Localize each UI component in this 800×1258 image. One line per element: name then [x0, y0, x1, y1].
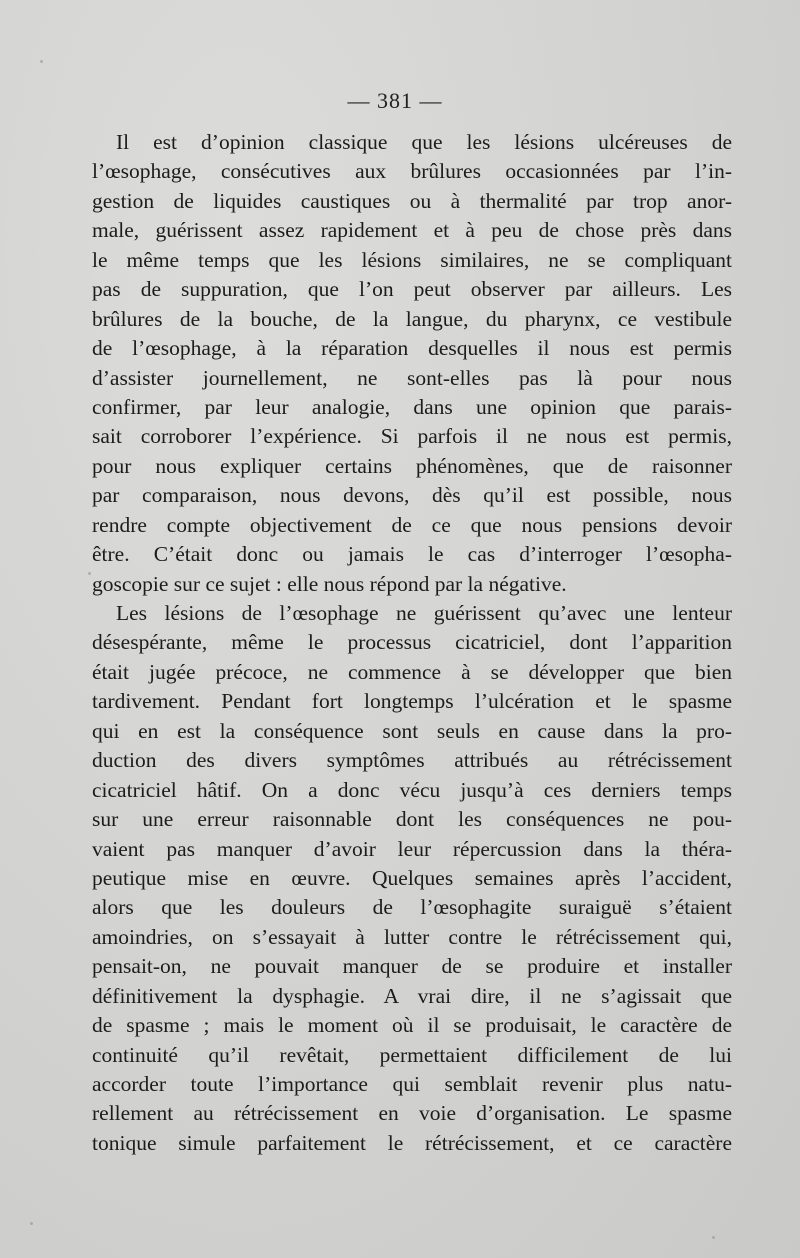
paper-speck	[88, 572, 91, 575]
text-line: d’assister journellement, ne sont-elles pas là pour nous	[92, 365, 732, 390]
text-line: amoindries, on s’essayait à lutter contre le rétrécissement qui,	[92, 924, 732, 949]
page-number: — 381 —	[347, 88, 443, 113]
text-line: gestion de liquides caustiques ou à thermalité par trop anor-	[92, 188, 732, 213]
text-line: accorder toute l’importance qui semblait revenir plus natu-	[92, 1072, 732, 1096]
text-line: alors que les douleurs de l’œsophagite suraiguë s’étaient	[92, 895, 732, 920]
text-line: rellement au rétrécissement en voie d’organisation. Le spasme	[92, 1101, 732, 1126]
text-line: duction des divers symptômes attribués au rétrécissement	[92, 748, 732, 773]
text-line: par comparaison, nous devons, dès qu’il est possible, nous	[92, 483, 732, 508]
text-line: Les lésions de l’œsophage ne guérissent qu’avec une lenteur	[116, 601, 732, 625]
paper-speck	[30, 1222, 33, 1225]
text-line: rendre compte objectivement de ce que nous pensions devoir	[92, 512, 732, 537]
paper-speck	[40, 60, 43, 63]
text-line: confirmer, par leur analogie, dans une opinion que parais-	[92, 394, 732, 419]
text-line: qui en est la conséquence sont seuls en cause dans la pro-	[92, 718, 732, 743]
text-line: de spasme ; mais le moment où il se produisait, le caractère de	[92, 1013, 732, 1038]
text-line: Il est d’opinion classique que les lésions ulcéreuses de	[116, 130, 732, 154]
text-line: pensait-on, ne pouvait manquer de se produire et installer	[92, 954, 732, 979]
text-line: tardivement. Pendant fort longtemps l’ulcération et le spasme	[92, 689, 732, 714]
text-line: désespérante, même le processus cicatriciel, dont l’apparition	[92, 630, 732, 655]
text-line: sur une erreur raisonnable dont les conséquences ne pou-	[92, 807, 732, 832]
text-line: peutique mise en œuvre. Quelques semaines après l’accident,	[92, 865, 732, 890]
text-line: vaient pas manquer d’avoir leur répercussion dans la théra-	[92, 836, 732, 861]
text-line: sait corroborer l’expérience. Si parfois il ne nous est permis,	[92, 424, 732, 449]
text-line: être. C’était donc ou jamais le cas d’interroger l’œsopha-	[92, 542, 732, 567]
text-line: cicatriciel hâtif. On a donc vécu jusqu’à ces derniers temps	[92, 777, 732, 802]
text-line: le même temps que les lésions similaires, ne se compliquant	[92, 247, 732, 272]
text-line: continuité qu’il revêtait, permettaient difficilement de lui	[92, 1042, 732, 1067]
text-line: était jugée précoce, ne commence à se développer que bien	[92, 659, 732, 684]
paragraph-1	[92, 128, 732, 599]
text-line: définitivement la dysphagie. A vrai dire, il ne s’agissait que	[92, 983, 732, 1008]
text-line: de l’œsophage, à la réparation desquelles il nous est permis	[92, 336, 732, 361]
text-line: male, guérissent assez rapidement et à peu de chose près dans	[92, 218, 732, 243]
text-line: tonique simule parfaitement le rétrécissement, et ce caractère	[92, 1130, 732, 1155]
body-text	[92, 128, 732, 1158]
paragraph-2	[92, 599, 732, 1158]
text-line: pas de suppuration, que l’on peut observer par ailleurs. Les	[92, 277, 732, 302]
text-line: l’œsophage, consécutives aux brûlures occasionnées par l’in-	[92, 159, 732, 184]
text-line: brûlures de la bouche, de la langue, du pharynx, ce vestibule	[92, 306, 732, 331]
paper-speck	[712, 1236, 715, 1239]
text-line: pour nous expliquer certains phénomènes, que de raisonner	[92, 453, 732, 478]
text-line: goscopie sur ce sujet : elle nous répond par la négative.	[92, 571, 567, 596]
